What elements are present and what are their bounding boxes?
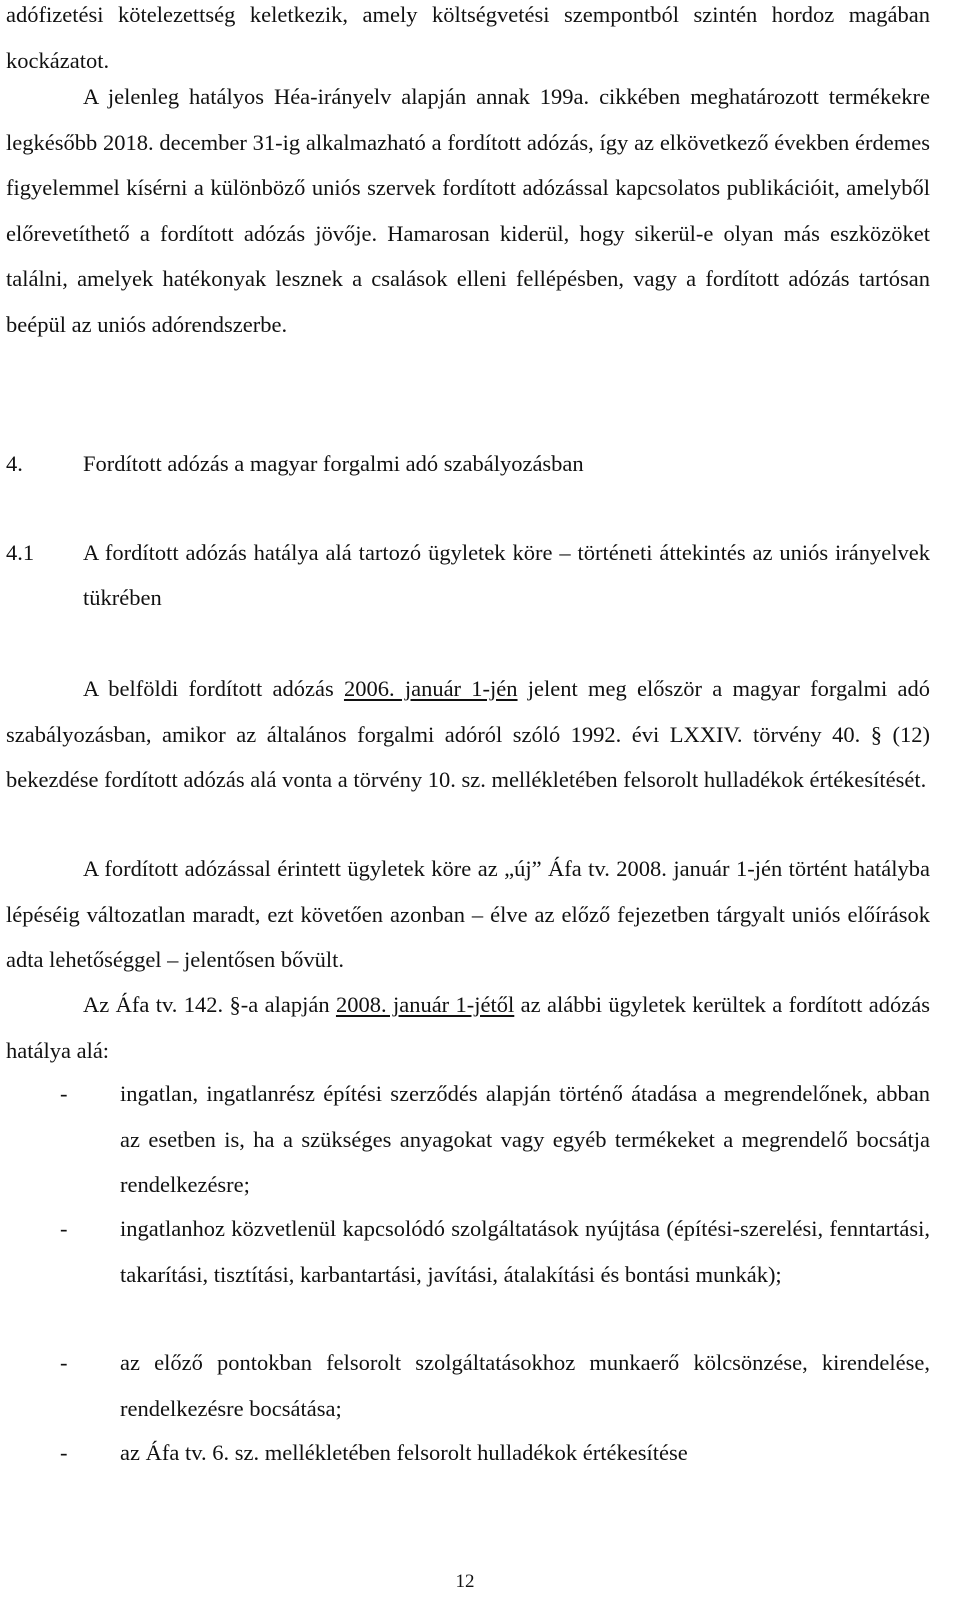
list-item-text: az előző pontokban felsorolt szolgáltatásokhoz munkaerő kölcsönzése, kirendelése, rendelkezésre bocsátása;	[120, 1350, 930, 1421]
paragraph-new-vat-act: A fordított adózással érintett ügyletek köre az „új” Áfa tv. 2008. január 1-jén történt hatályba lépéséig változatlan maradt, ezt követően azonban – élve az előző fejezetben tárgyalt uniós előírások adta lehetőséggel – jelentősen bővült.	[6, 856, 930, 972]
paragraph-vat-142	[6, 982, 930, 1073]
page-number: 12	[455, 1571, 475, 1592]
list-dash: -	[60, 1440, 68, 1465]
section-heading-4-1	[6, 530, 930, 620]
underlined-date: 2006. január 1-jén	[343, 676, 518, 701]
list-dash: -	[60, 1081, 68, 1106]
section-number: 4.	[6, 451, 23, 476]
subsection-number: 4.1	[6, 540, 35, 565]
list-item	[0, 1206, 930, 1297]
text-run: az alábbi ügyletek kerültek a fordított adózás hatálya alá:	[6, 992, 930, 1063]
list-dash: -	[60, 1350, 68, 1375]
paragraph-heaa-directive: A jelenleg hatályos Héa-irányelv alapján annak 199a. cikkében meghatározott termékekre legkésőbb 2018. december 31-ig alkalmazható a fordított adózás, így az elkövetkező években érdemes figyelemmel kísérni a különböző uniós szervek fordított adózással kapcsolatos publikációit, amelyből előrevetíthető a fordított adózás jövője. Hamarosan kiderül, hogy sikerül-e olyan más eszközöket találni, amelyek hatékonyak lesznek a csalások elleni fellépésben, vagy a fordított adózás tartósan beépül az uniós adórendszerbe.	[6, 84, 930, 337]
section-title: Fordított adózás a magyar forgalmi adó szabályozásban	[83, 451, 584, 476]
subsection-title: A fordított adózás hatálya alá tartozó ügyletek köre – történeti áttekintés az uniós irányelvek tükrében	[83, 540, 930, 610]
underlined-date: 2008. január 1-jétől	[335, 992, 515, 1017]
text-run: Az Áfa tv. 142. §-a alapján	[83, 992, 336, 1017]
paragraph-continuation: adófizetési kötelezettség keletkezik, amely költségvetési szempontból szintén hordoz magában kockázatot.	[6, 2, 930, 73]
list-item	[0, 1071, 930, 1208]
list-item-text: ingatlanhoz közvetlenül kapcsolódó szolgáltatások nyújtása (építési-szerelési, fenntartási, takarítási, tisztítási, karbantartási, javítási, átalakítási és bontási munkák);	[120, 1216, 930, 1287]
list-item	[0, 1430, 930, 1476]
list-item	[0, 1340, 930, 1431]
text-run: jelent meg először a magyar forgalmi adó szabályozásban, amikor az általános forgalmi adóról szóló 1992. évi LXXIV. törvény 40. § (12) bekezdése fordított adózás alá vonta a törvény 10. sz. mellékletében felsorolt hulladékok értékesítését.	[6, 676, 930, 792]
list-item-text: az Áfa tv. 6. sz. mellékletében felsorolt hulladékok értékesítése	[120, 1440, 688, 1465]
text-run: A belföldi fordított adózás	[83, 676, 344, 701]
list-dash: -	[60, 1216, 68, 1241]
list-item-text: ingatlan, ingatlanrész építési szerződés alapján történő átadása a megrendelőnek, abban az esetben is, ha a szükséges anyagokat vagy egyéb termékeket a megrendelő bocsátja rendelkezésre;	[120, 1081, 930, 1197]
paragraph-domestic-reverse-charge	[6, 666, 930, 803]
section-heading-4	[6, 449, 584, 479]
